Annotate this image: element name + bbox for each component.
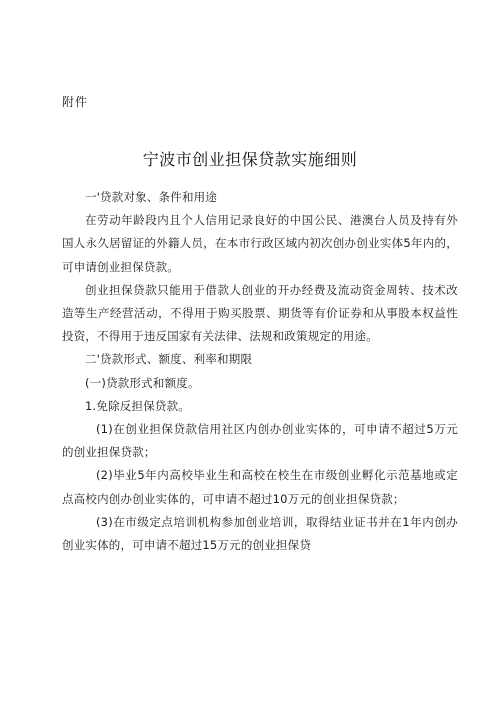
document-title: 宁波市创业担保贷款实施细则 (142, 150, 358, 169)
paragraph-usage: 创业担保贷款只能用于借款人创业的开办经费及流动资金周转、技术改造等生产经营活动，不得用于购买股票、期货等有价证券和从事股本权益性投资，不得用于违反国家有关法律、法规和政策规定的用途。 (62, 282, 458, 344)
subsection-heading-1: (一)贷款形式和额度。 (85, 375, 200, 390)
paragraph-eligibility: 在劳动年龄段内且个人信用记录良好的中国公民、港澳台人员及持有外国人永久居留证的外籍人员，在本市行政区域内初次创办创业实体5年内的，可申请创业担保贷款。 (62, 213, 458, 274)
section-heading-2: 二'贷款形式、额度、利率和期限 (85, 352, 253, 367)
attachment-label: 附件 (62, 95, 89, 109)
document-body (62, 186, 458, 557)
list-item-heading-1: 1.免除反担保贷款。 (85, 398, 190, 413)
list-item-2: (2)毕业5年内高校毕业生和高校在校生在市级创业孵化示范基地或定点高校内创办创业实体的，可申请不超过10万元的创业担保贷款； (62, 468, 458, 506)
section-heading-1: 一'贷款对象、条件和用途 (85, 190, 218, 204)
list-item-3: (3)在市级定点培训机构参加创业培训，取得结业证书并在1年内创办创业实体的，可申请不超过15万元的创业担保贷 (62, 514, 458, 553)
list-item-1: (1)在创业担保贷款信用社区内创办创业实体的，可申请不超过5万元的创业担保贷款； (62, 422, 458, 460)
